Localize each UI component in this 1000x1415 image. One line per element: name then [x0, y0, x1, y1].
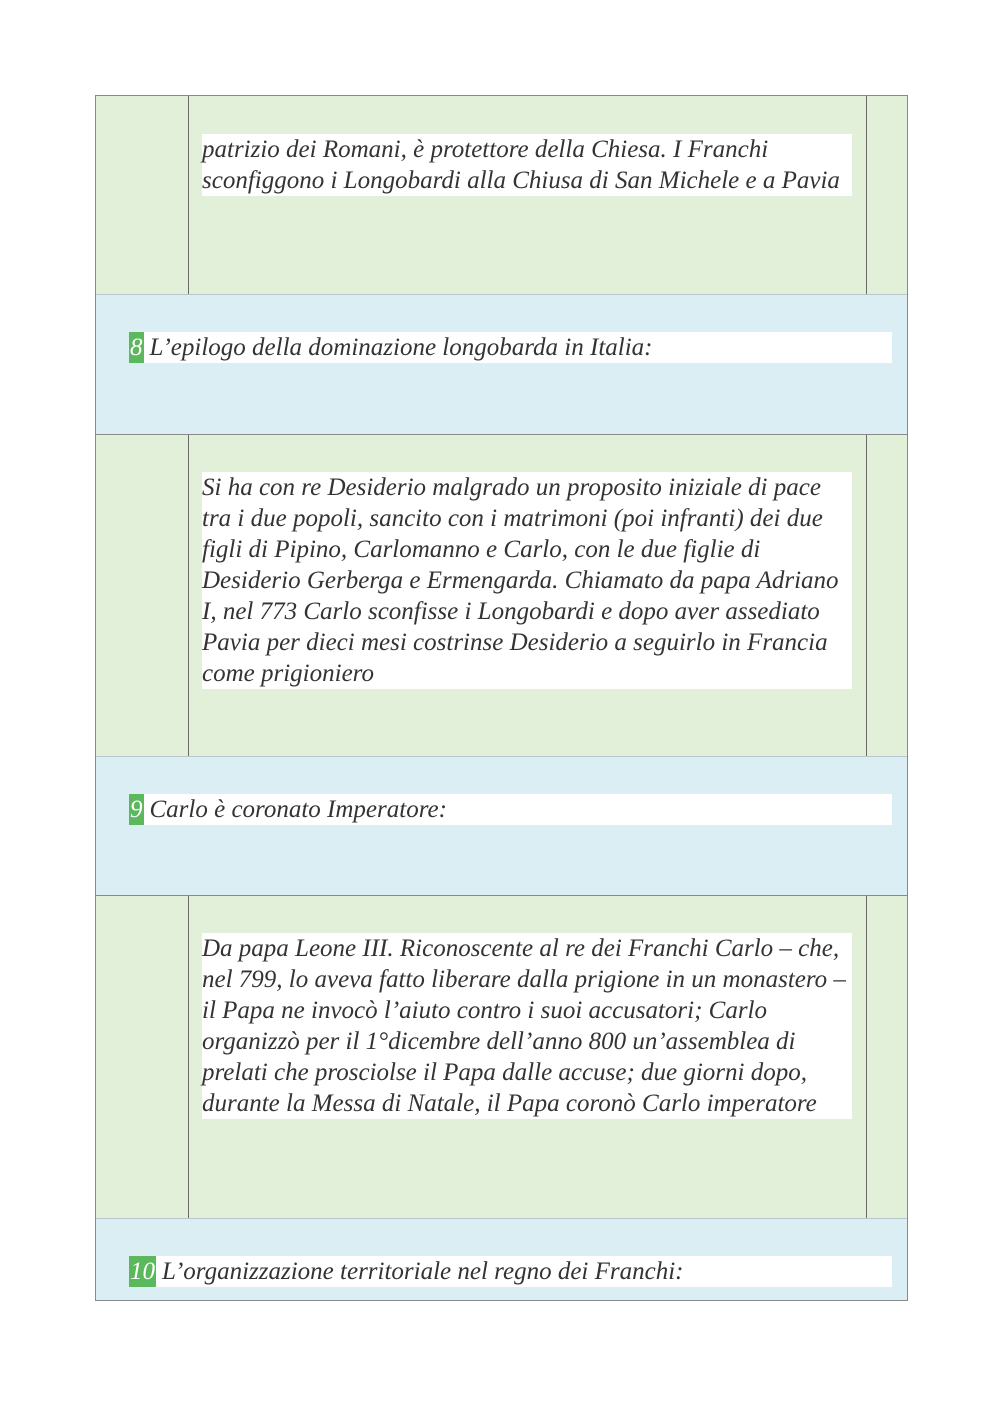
question-number-badge: 9	[130, 796, 143, 823]
question-text: Carlo è coronato Imperatore:	[149, 796, 447, 823]
left-margin-cell	[96, 435, 189, 756]
right-margin-cell	[866, 96, 907, 294]
question-text: L’epilogo della dominazione longobarda in Italia:	[149, 334, 653, 361]
question-number-badge: 10	[130, 1258, 155, 1285]
question-text: L’organizzazione territoriale nel regno dei Franchi:	[162, 1258, 684, 1285]
answer-text: Da papa Leone III. Riconoscente al re dei Franchi Carlo – che, nel 799, lo aveva fatto liberare dalla prigione in un monastero – il Papa ne invocò l’aiuto contro i suoi accusatori; Carlo organizzò per il 1°dicembre dell’anno 800 un’assemblea di prelati che prosciolse il Papa dalle accuse; due giorni dopo, durante la Messa di Natale, il Papa coronò Carlo imperatore	[202, 933, 852, 1119]
question-line	[129, 1256, 892, 1287]
question-number-badge: 8	[130, 334, 143, 361]
right-margin-cell	[866, 435, 907, 756]
right-margin-cell	[866, 896, 907, 1218]
question-row	[96, 756, 907, 895]
question-row	[96, 294, 907, 434]
question-line	[129, 794, 892, 825]
left-margin-cell	[96, 96, 189, 294]
question-row	[96, 1218, 907, 1300]
answer-row	[96, 95, 907, 294]
answer-row	[96, 895, 907, 1218]
qa-table	[95, 95, 908, 1301]
question-line	[129, 332, 892, 363]
left-margin-cell	[96, 896, 189, 1218]
answer-row	[96, 434, 907, 756]
answer-text: Si ha con re Desiderio malgrado un proposito iniziale di pace tra i due popoli, sancito con i matrimoni (poi infranti) dei due figli di Pipino, Carlomanno e Carlo, con le due figlie di Desiderio Gerberga e Ermengarda. Chiamato da papa Adriano I, nel 773 Carlo sconfisse i Longobardi e dopo aver assediato Pavia per dieci mesi costrinse Desiderio a seguirlo in Francia come prigioniero	[202, 472, 852, 689]
answer-text: patrizio dei Romani, è protettore della Chiesa. I Franchi sconfiggono i Longobardi alla Chiusa di San Michele e a Pavia	[202, 134, 852, 196]
